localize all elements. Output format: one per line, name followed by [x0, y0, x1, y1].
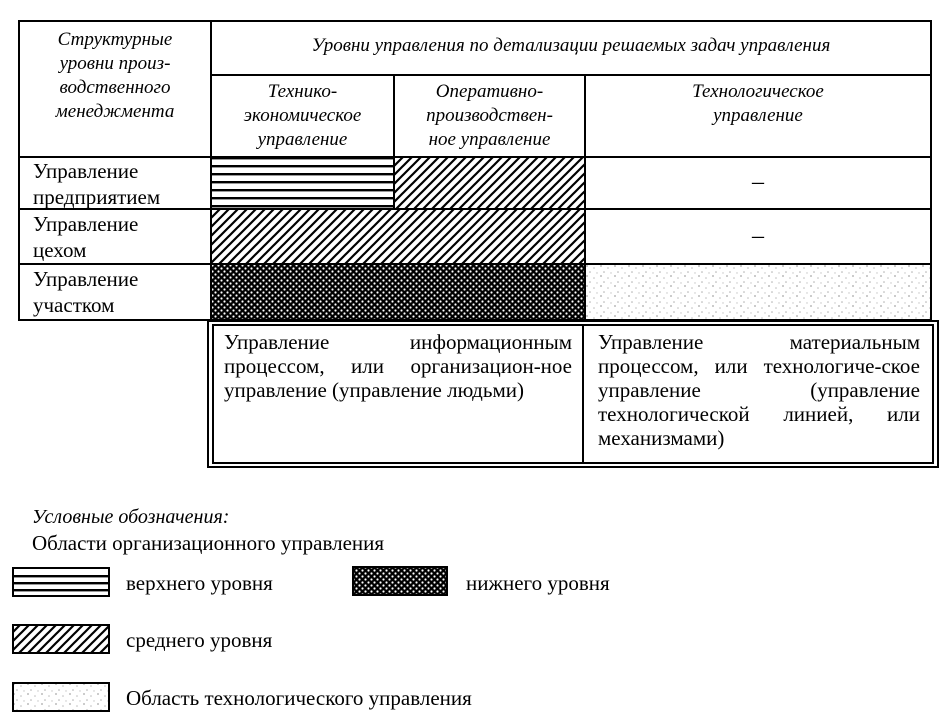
- column-divider-1: [210, 20, 212, 321]
- inner-step-line: [211, 181, 394, 183]
- legend-swatch-horizontal-lines: [12, 567, 110, 597]
- row-label-workshop: Управление цехом: [33, 212, 139, 262]
- row-label-enterprise: Управление предприятием: [33, 159, 161, 209]
- row-divider-3: [18, 263, 932, 265]
- column-header-technological: Технологическое управление: [692, 81, 824, 126]
- column-header-economic: Технико- экономическое управление: [243, 81, 362, 150]
- table-border-right: [930, 20, 932, 321]
- legend-swatch-diagonal-hatch: [12, 624, 110, 654]
- legend-label-upper: верхнего уровня: [126, 571, 273, 595]
- header-divider: [210, 74, 932, 76]
- table-border-left: [18, 20, 20, 321]
- legend-swatch-dense-dots: [352, 566, 448, 596]
- legend-subtitle: Области организационного управления: [32, 531, 385, 555]
- legend-label-middle: среднего уровня: [126, 628, 273, 652]
- diagonal-hatch-area-top: [394, 157, 585, 209]
- tech-cell-enterprise: –: [752, 169, 764, 195]
- tech-cell-workshop: –: [752, 223, 764, 249]
- legend-title: Условные обозначения:: [32, 506, 230, 528]
- light-stipple-area: [585, 264, 932, 320]
- legend-swatch-light-stipple: [12, 682, 110, 712]
- dense-dots-area: [211, 264, 585, 320]
- horizontal-lines-area: [211, 157, 394, 209]
- diagonal-hatch-area-middle: [211, 209, 585, 264]
- row-label-section: Управление участком: [33, 267, 139, 317]
- span-header: Уровни управления по детализации решаемых задач управления: [311, 35, 831, 56]
- note-technological-management: Управление материальным процессом, или технологиче-ское управление (управление технологической линией, или механизмами): [598, 330, 920, 450]
- legend-label-lower: нижнего уровня: [466, 571, 610, 595]
- table-border-top: [18, 20, 932, 22]
- notes-divider: [582, 324, 584, 464]
- corner-header: Структурные уровни произ- водственного менеджмента: [55, 29, 175, 122]
- column-header-operational: Оперативно- производствен- ное управление: [426, 81, 553, 150]
- legend-label-technological: Область технологического управления: [126, 686, 472, 710]
- note-organizational-management: Управление информационным процессом, или организацион-ное управление (управление людьми): [224, 330, 572, 402]
